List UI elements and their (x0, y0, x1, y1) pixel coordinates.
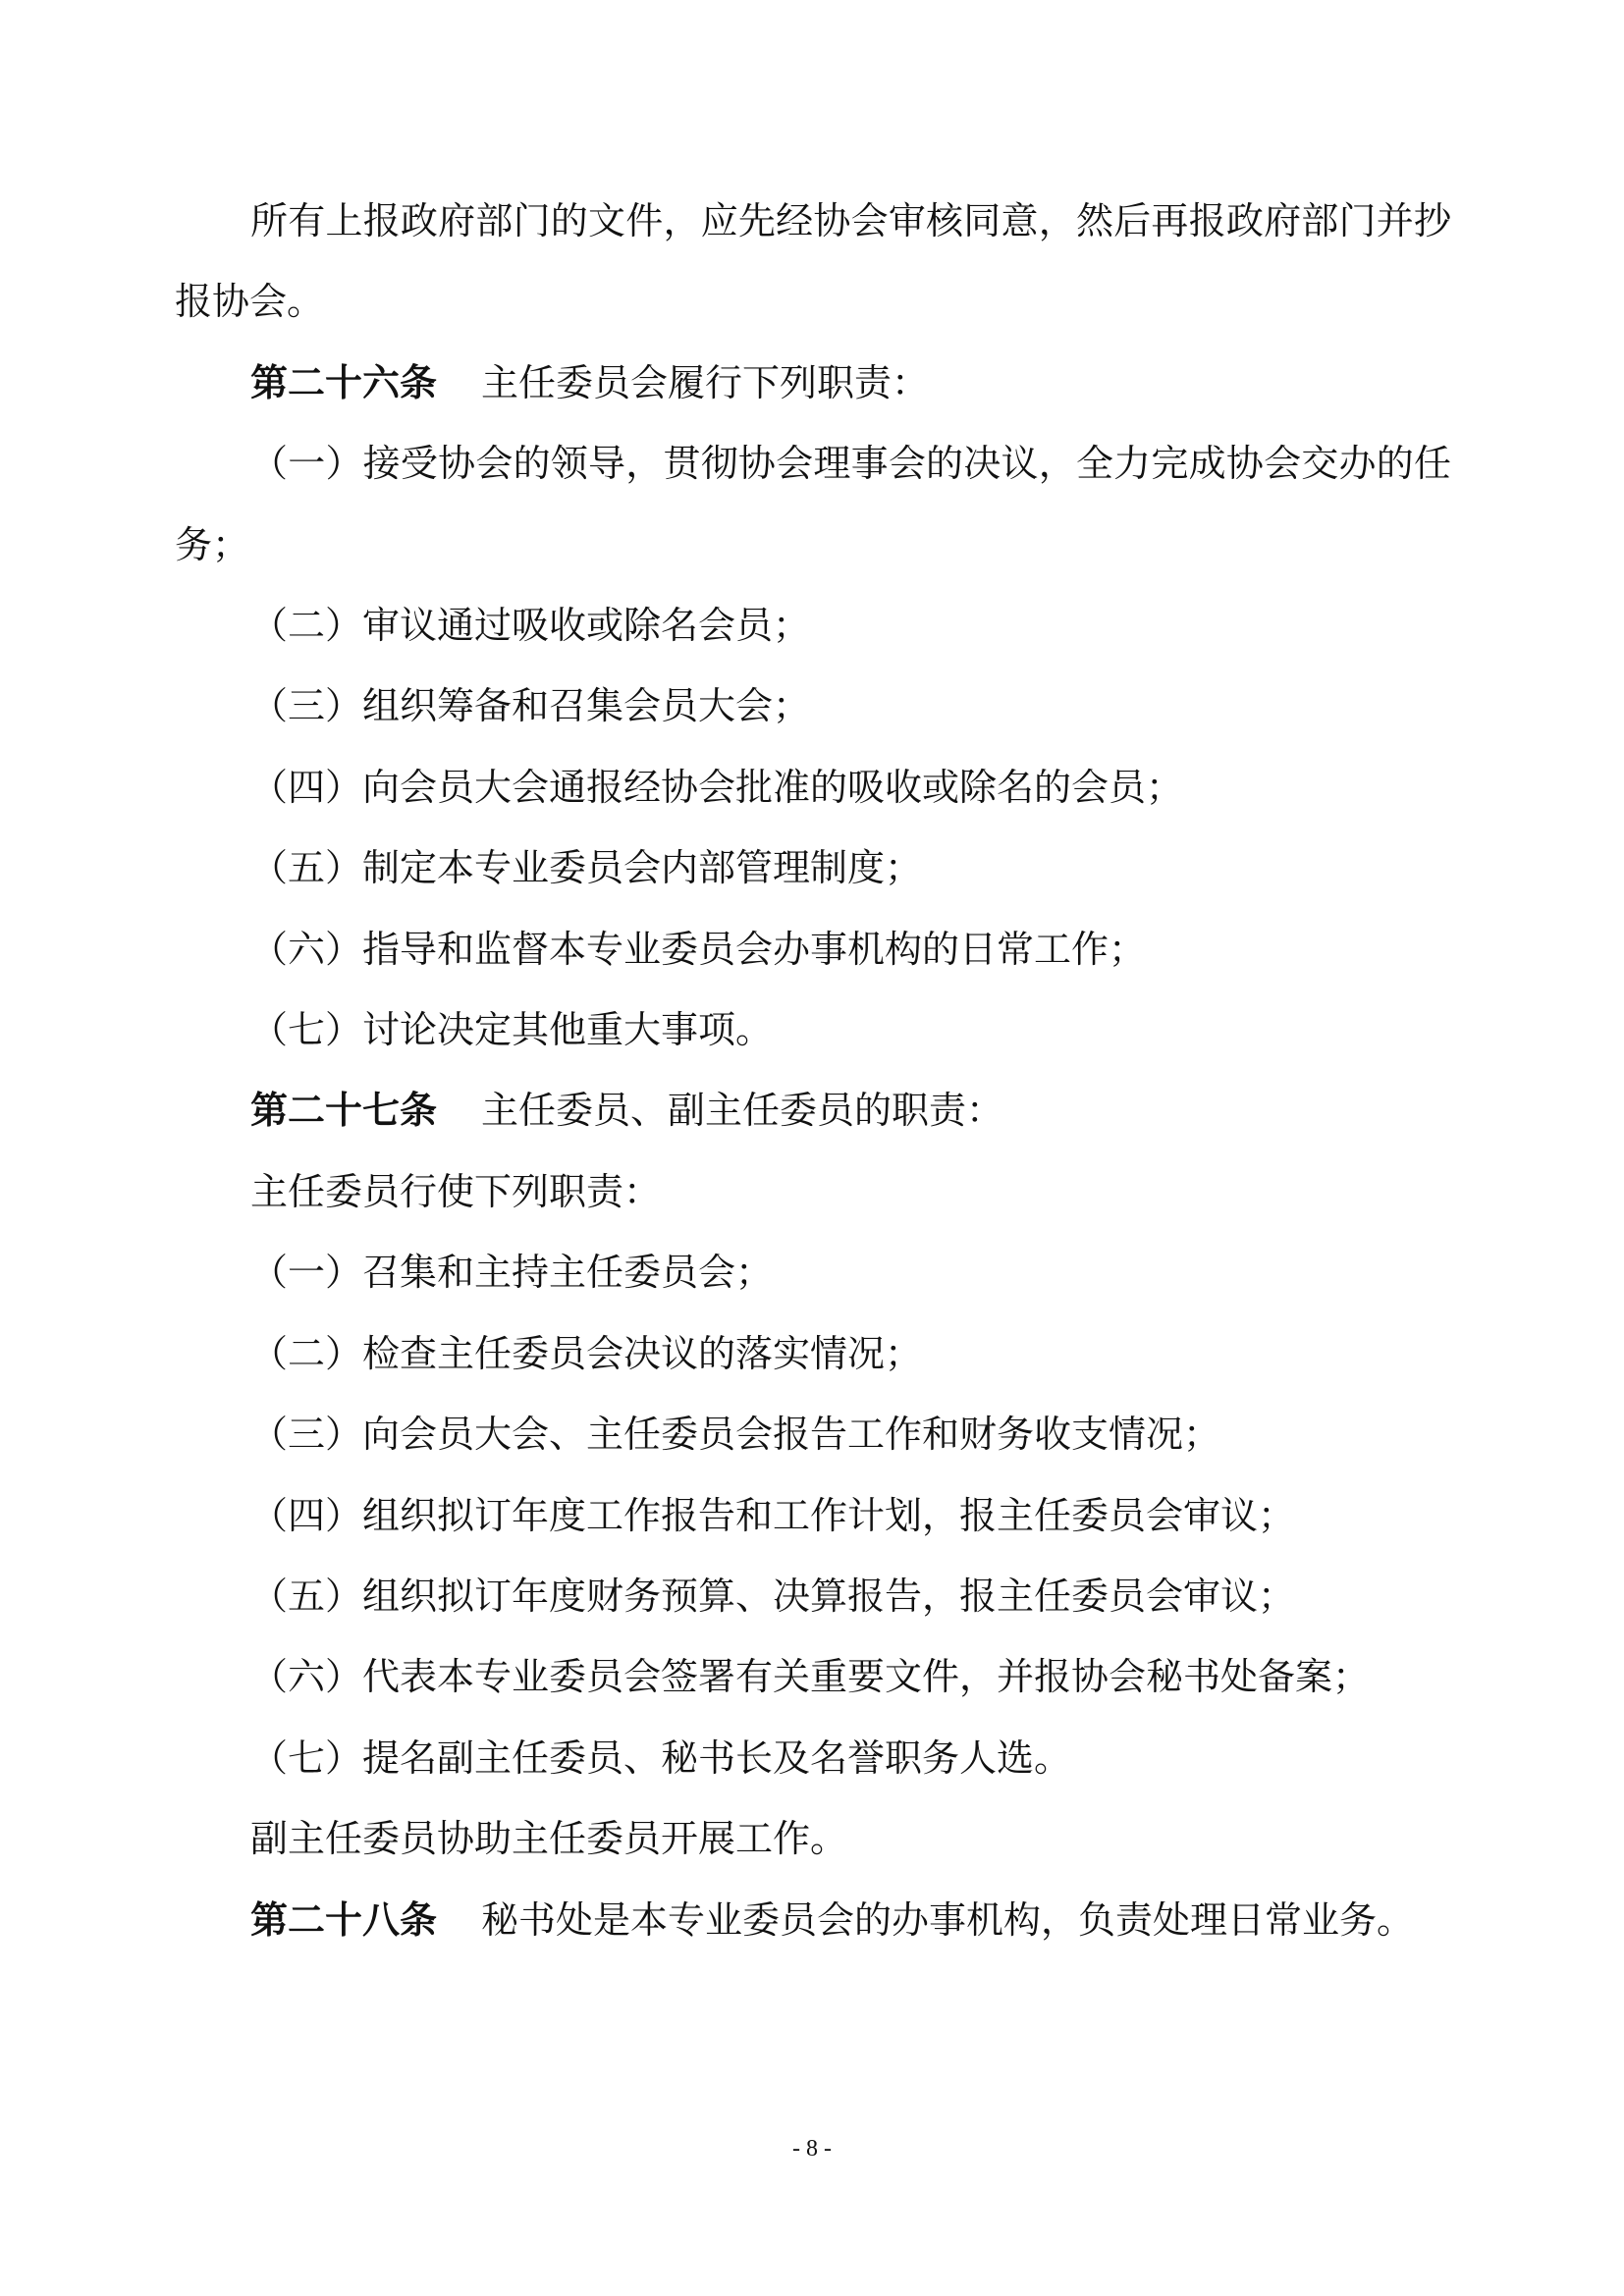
list-item: （三）组织筹备和召集会员大会； (250, 684, 811, 728)
list-item: （三）向会员大会、主任委员会报告工作和财务收支情况； (250, 1413, 1221, 1457)
list-item: （七）提名副主任委员、秘书长及名誉职务人选。 (250, 1735, 1072, 1780)
paragraph-submission-rule: 所有上报政府部门的文件，应先经协会审核同意，然后再报政府部门并抄报协会。 (175, 199, 1451, 324)
list-item: （一）接受协会的领导，贯彻协会理事会的决议，全力完成协会交办的任务； (175, 442, 1451, 566)
article-text: 秘书处是本专业委员会的办事机构，负责处理日常业务。 (481, 1897, 1415, 1942)
list-item: （二）审议通过吸收或除名会员； (250, 604, 811, 648)
article-27 (175, 1070, 1451, 1150)
paragraph-vice-chair: 副主任委员协助主任委员开展工作。 (250, 1817, 848, 1861)
list-item: （一）召集和主持主任委员会； (250, 1251, 774, 1295)
list-item: （五）组织拟订年度财务预算、决算报告，报主任委员会审议； (250, 1574, 1296, 1618)
list-item: （五）制定本专业委员会内部管理制度； (250, 846, 923, 890)
article-heading: 第二十七条 (250, 1089, 438, 1133)
list-item: （六）指导和监督本专业委员会办事机构的日常工作； (250, 927, 1147, 971)
article-heading: 第二十八条 (250, 1897, 438, 1942)
page-number: - 8 - (792, 2136, 832, 2162)
article-28 (175, 1880, 1451, 1960)
list-item: （二）检查主任委员会决议的落实情况； (250, 1331, 923, 1375)
paragraph-chair-duties: 主任委员行使下列职责： (250, 1169, 662, 1213)
document-body (175, 181, 1451, 1960)
article-text: 主任委员会履行下列职责： (481, 360, 930, 404)
list-item: （四）组织拟订年度工作报告和工作计划，报主任委员会审议； (250, 1493, 1296, 1537)
article-text: 主任委员、副主任委员的职责： (481, 1089, 1004, 1133)
list-item: （六）代表本专业委员会签署有关重要文件，并报协会秘书处备案； (250, 1655, 1371, 1699)
list-item: （四）向会员大会通报经协会批准的吸收或除名的会员； (250, 765, 1184, 809)
list-item: （七）讨论决定其他重大事项。 (250, 1008, 774, 1052)
article-26 (175, 343, 1451, 423)
article-heading: 第二十六条 (250, 360, 438, 404)
